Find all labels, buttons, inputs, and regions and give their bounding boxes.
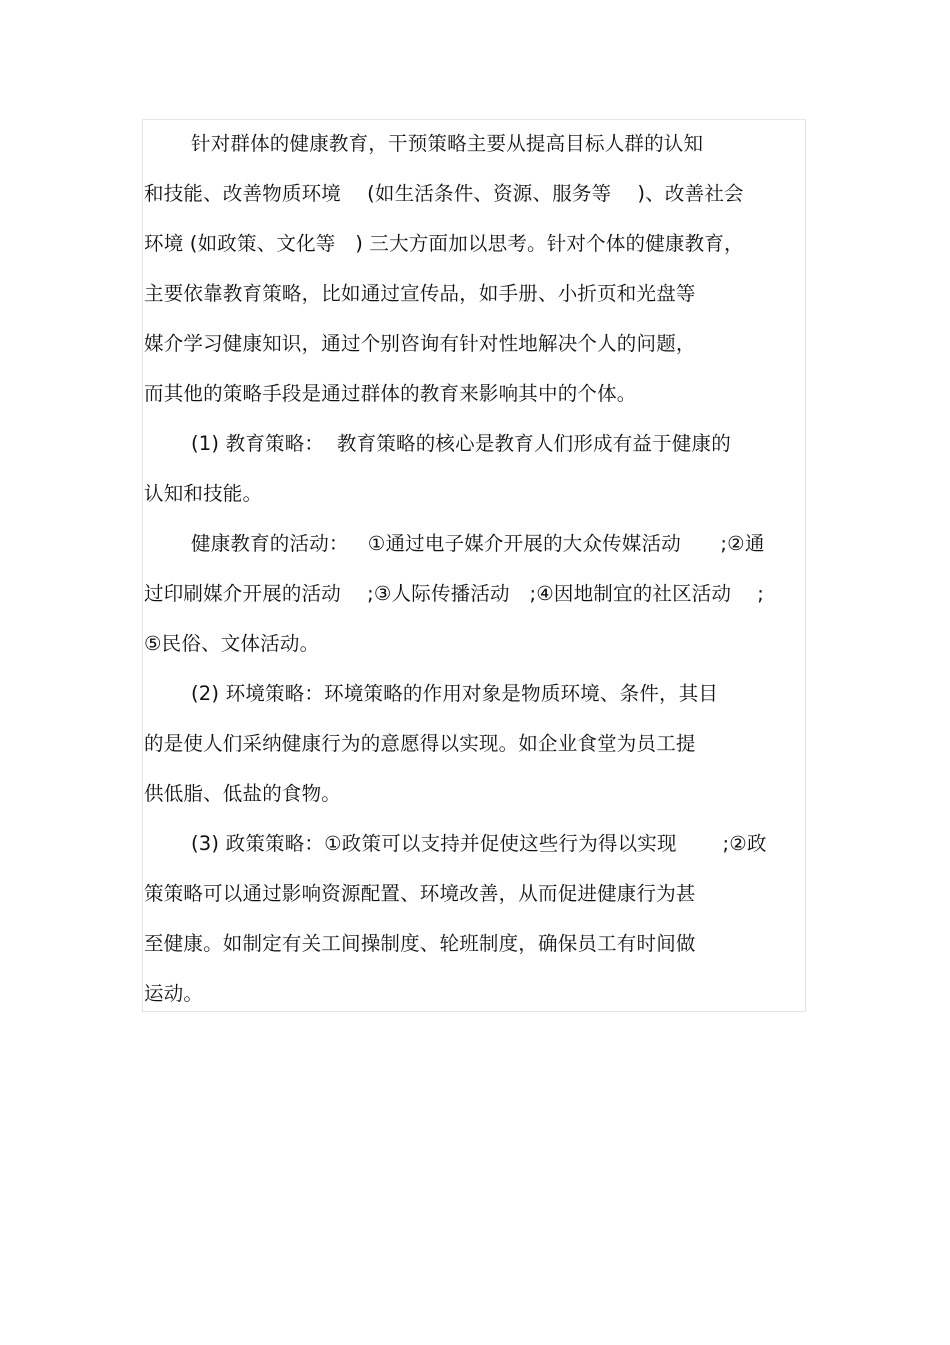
paragraph-line: 策策略可以通过影响资源配置、环境改善，从而促进健康行为甚: [144, 882, 696, 905]
section-heading-line: (3) 政策策略：①政策可以支持并促使这些行为得以实现 ;②政: [191, 832, 767, 855]
paragraph-line: 主要依靠教育策略，比如通过宣传品，如手册、小折页和光盘等: [144, 282, 696, 305]
paragraph-line: 运动。: [144, 982, 204, 1005]
paragraph-line: 媒介学习健康知识，通过个别咨询有针对性地解决个人的问题，: [144, 332, 696, 355]
paragraph-line: 供低脂、低盐的食物。: [144, 782, 342, 805]
paragraph-line: 过印刷媒介开展的活动 ;③人际传播活动 ;④因地制宜的社区活动 ;: [144, 582, 765, 605]
paragraph-line: 针对群体的健康教育，干预策略主要从提高目标人群的认知: [191, 132, 704, 155]
paragraph-line: ⑤民俗、文体活动。: [144, 632, 320, 655]
section-heading-line: (2) 环境策略：环境策略的作用对象是物质环境、条件，其目: [191, 682, 719, 705]
paragraph-line: 的是使人们采纳健康行为的意愿得以实现。如企业食堂为员工提: [144, 732, 696, 755]
paragraph-line: 健康教育的活动： ①通过电子媒介开展的大众传媒活动 ;②通: [191, 532, 765, 555]
section-heading-line: (1) 教育策略： 教育策略的核心是教育人们形成有益于健康的: [191, 432, 731, 455]
paragraph-line: 而其他的策略手段是通过群体的教育来影响其中的个体。: [144, 382, 637, 405]
paragraph-line: 至健康。如制定有关工间操制度、轮班制度，确保员工有时间做: [144, 932, 696, 955]
paragraph-line: 和技能、改善物质环境 (如生活条件、资源、服务等 )、改善社会: [144, 182, 744, 205]
paragraph-line: 认知和技能。: [144, 482, 263, 505]
paragraph-line: 环境 (如政策、文化等 ) 三大方面加以思考。针对个体的健康教育，: [144, 232, 744, 255]
